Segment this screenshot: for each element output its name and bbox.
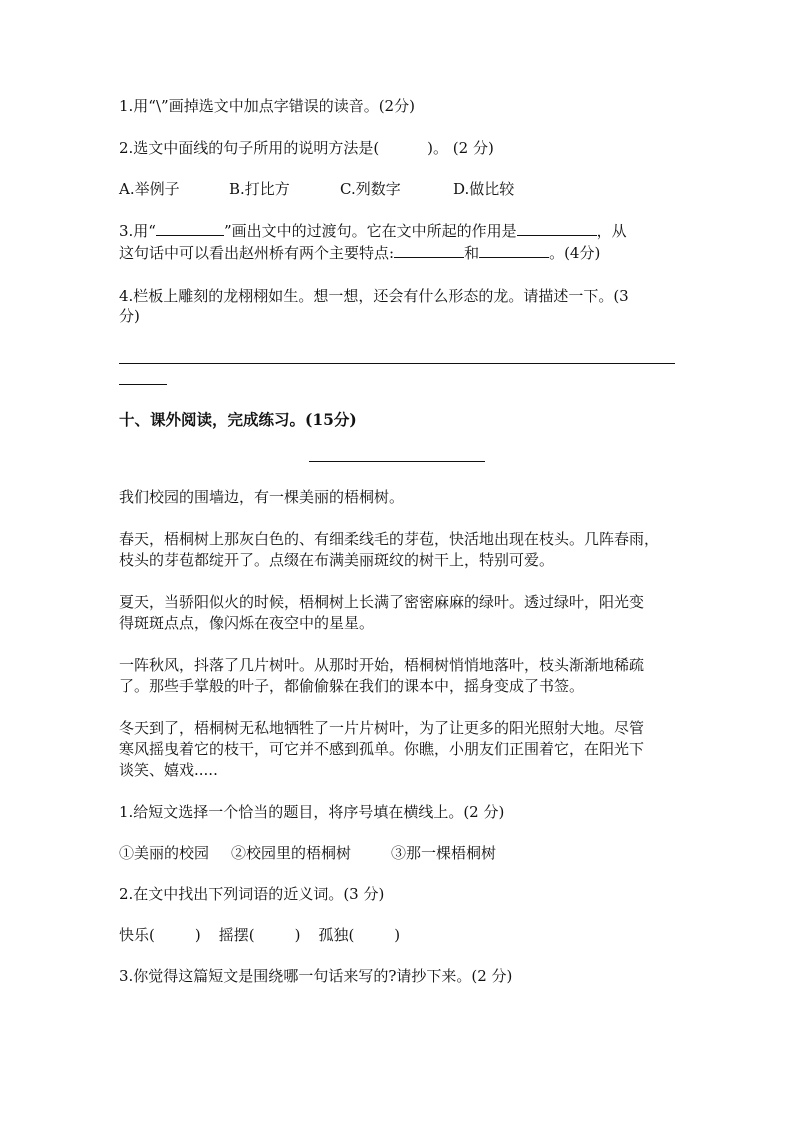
- answer-line-end[interactable]: [119, 384, 167, 385]
- answer-line[interactable]: [119, 363, 675, 364]
- section-heading: 十、课外阅读，完成练习。(15分): [119, 410, 357, 429]
- title-blank-line[interactable]: [309, 461, 485, 462]
- option-b: B.打比方: [229, 180, 290, 198]
- answer-blank-feature-1[interactable]: [394, 243, 464, 258]
- q10-2-words: 快乐( ) 摇摆( ) 孤独( ): [119, 926, 401, 944]
- q9-2-options: [119, 179, 514, 199]
- q9-3-line1: 3.用“ ”画出文中的过渡句。它在文中所起的作用是 ，从: [119, 222, 627, 240]
- title-option-1: ①美丽的校园: [119, 844, 210, 862]
- title-option-2: ②校园里的梧桐树: [231, 844, 352, 862]
- q9-4-line2: 分): [119, 307, 140, 325]
- option-d: D.做比较: [453, 180, 515, 198]
- answer-blank-feature-2[interactable]: [479, 243, 549, 258]
- paragraph-5-line3: 谈笑、嬉戏.....: [119, 761, 218, 779]
- paragraph-4-line1: 一阵秋风，抖落了几片树叶。从那时开始，梧桐树悄悄地落叶，枝头渐渐地稀疏: [119, 656, 645, 674]
- paragraph-1: 我们校园的围墙边，有一棵美丽的梧桐树。: [119, 488, 405, 506]
- title-option-3: ③那一棵梧桐树: [391, 844, 497, 862]
- q9-1: 1.用“\”画掉选文中加点字错误的读音。(2分): [119, 97, 415, 115]
- q9-4-line1: 4.栏板上雕刻的龙栩栩如生。想一想，还会有什么形态的龙。请描述一下。(3: [119, 287, 629, 305]
- paragraph-3-line1: 夏天，当骄阳似火的时候，梧桐树上长满了密密麻麻的绿叶。透过绿叶，阳光变: [119, 593, 645, 611]
- option-c: C.列数字: [340, 180, 401, 198]
- underline-sample: [156, 221, 224, 236]
- q10-1-options: [119, 843, 496, 863]
- q9-2: 2.选文中面线的句子所用的说明方法是( )。 (2 分): [119, 139, 494, 157]
- q10-2: 2.在文中找出下列词语的近义词。(3 分): [119, 885, 385, 903]
- answer-blank-role[interactable]: [517, 221, 597, 236]
- paragraph-3-line2: 得斑斑点点，像闪烁在夜空中的星星。: [119, 614, 375, 632]
- q9-3-line2: 这句话中可以看出赵州桥有两个主要特点: 和 。(4分): [119, 244, 601, 262]
- paragraph-2-line2: 枝头的芽苞都绽开了。点缀在布满美丽斑纹的树干上，特别可爱。: [119, 551, 555, 569]
- q10-1: 1.给短文选择一个恰当的题目，将序号填在横线上。(2 分): [119, 803, 505, 821]
- paragraph-5-line1: 冬天到了，梧桐树无私地牺牲了一片片树叶，为了让更多的阳光照射大地。尽管: [119, 719, 645, 737]
- paragraph-4-line2: 了。那些手掌般的叶子，都偷偷躲在我们的课本中，摇身变成了书签。: [119, 677, 585, 695]
- paragraph-5-line2: 寒风摇曳着它的枝干，可它并不感到孤单。你瞧，小朋友们正围着它，在阳光下: [119, 740, 645, 758]
- q10-3: 3.你觉得这篇短文是围绕哪一句话来写的?请抄下来。(2 分): [119, 967, 513, 985]
- option-a: A.举例子: [119, 180, 180, 198]
- paragraph-2-line1: 春天，梧桐树上那灰白色的、有细柔线毛的芽苞，快活地出现在枝头。几阵春雨，: [119, 530, 660, 548]
